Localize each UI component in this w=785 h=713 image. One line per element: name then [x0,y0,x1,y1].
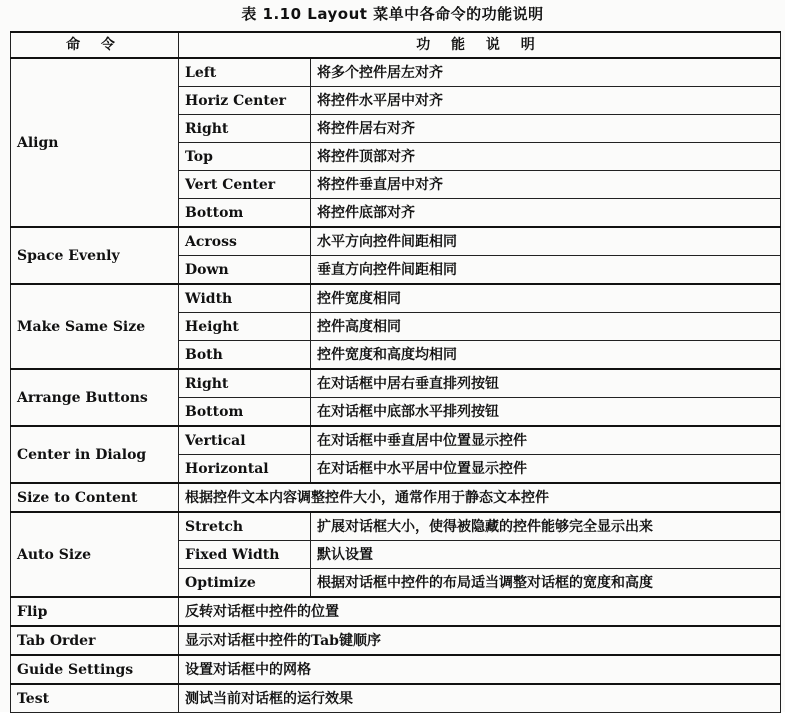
header-description: 功 能 说 明 [179,32,781,58]
description-cell: 垂直方向控件间距相同 [311,256,781,285]
command-cell: Auto Size [11,512,179,597]
description-cell: 反转对话框中控件的位置 [179,597,781,626]
option-cell: Optimize [179,569,311,598]
description-cell: 将控件水平居中对齐 [311,87,781,115]
layout-commands-table [10,31,781,713]
description-cell: 在对话框中垂直居中位置显示控件 [311,426,781,455]
description-cell: 扩展对话框大小，使得被隐藏的控件能够完全显示出来 [311,512,781,541]
description-cell: 在对话框中水平居中位置显示控件 [311,455,781,484]
option-cell: Height [179,313,311,341]
description-cell: 控件宽度相同 [311,284,781,313]
command-cell: Arrange Buttons [11,369,179,426]
option-cell: Fixed Width [179,541,311,569]
description-cell: 默认设置 [311,541,781,569]
option-cell: Left [179,58,311,87]
table-caption: 表 1.10 Layout 菜单中各命令的功能说明 [241,5,544,23]
table-row [11,597,781,626]
table-row [11,426,781,455]
table-header-row [11,32,781,58]
description-cell: 在对话框中底部水平排列按钮 [311,398,781,427]
table-row [11,58,781,87]
table-row [11,655,781,684]
command-cell: Flip [11,597,179,626]
option-cell: Right [179,369,311,398]
description-cell: 根据对话框中控件的布局适当调整对话框的宽度和高度 [311,569,781,598]
table-row [11,483,781,512]
command-cell: Tab Order [11,626,179,655]
option-cell: Both [179,341,311,370]
description-cell: 将控件垂直居中对齐 [311,171,781,199]
description-cell: 设置对话框中的网格 [179,655,781,684]
description-cell: 水平方向控件间距相同 [311,227,781,256]
description-cell: 将控件顶部对齐 [311,143,781,171]
description-cell: 将多个控件居左对齐 [311,58,781,87]
description-cell: 控件高度相同 [311,313,781,341]
table-row [11,512,781,541]
description-cell: 将控件居右对齐 [311,115,781,143]
description-cell: 控件宽度和高度均相同 [311,341,781,370]
option-cell: Vert Center [179,171,311,199]
option-cell: Horiz Center [179,87,311,115]
option-cell: Stretch [179,512,311,541]
command-cell: Size to Content [11,483,179,512]
command-cell: Guide Settings [11,655,179,684]
table-row [11,284,781,313]
command-cell: Test [11,684,179,713]
command-cell: Make Same Size [11,284,179,369]
table-body [11,58,781,713]
option-cell: Vertical [179,426,311,455]
option-cell: Bottom [179,199,311,228]
option-cell: Across [179,227,311,256]
command-cell: Center in Dialog [11,426,179,483]
description-cell: 显示对话框中控件的Tab键顺序 [179,626,781,655]
description-cell: 在对话框中居右垂直排列按钮 [311,369,781,398]
description-cell: 测试当前对话框的运行效果 [179,684,781,713]
description-cell: 根据控件文本内容调整控件大小，通常作用于静态文本控件 [179,483,781,512]
option-cell: Width [179,284,311,313]
option-cell: Horizontal [179,455,311,484]
command-cell: Align [11,58,179,227]
option-cell: Top [179,143,311,171]
table-row [11,369,781,398]
option-cell: Right [179,115,311,143]
table-row [11,684,781,713]
option-cell: Down [179,256,311,285]
header-command: 命 令 [11,32,179,58]
table-row [11,227,781,256]
description-cell: 将控件底部对齐 [311,199,781,228]
table-row [11,626,781,655]
option-cell: Bottom [179,398,311,427]
command-cell: Space Evenly [11,227,179,284]
